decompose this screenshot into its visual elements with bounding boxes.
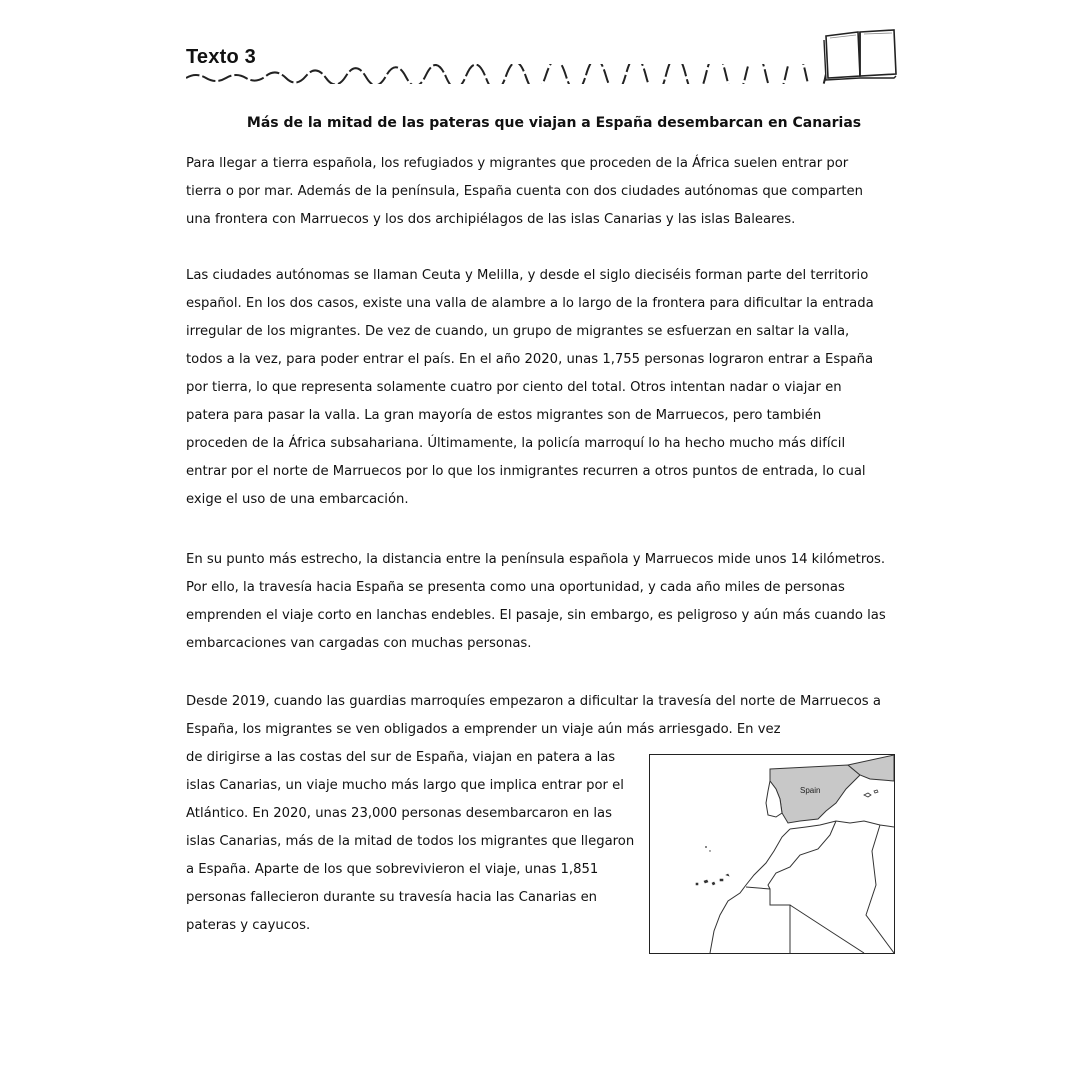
wavy-divider <box>186 64 826 84</box>
western-sahara-border <box>746 887 790 953</box>
algeria-border <box>768 821 836 889</box>
map-figure <box>649 754 895 954</box>
paragraph-2: Las ciudades autónomas se llaman Ceuta y Melilla, y desde el siglo dieciséis forman parte del territorio español. En los dos casos, existe una valla de alambre a lo largo de la frontera para dificultar la entrada irregular de los migrantes. De vez de cuando, un grupo de migrantes se esfuerzan en saltar la valla, todos a la vez, para poder entrar el país. En el año 2020, unas 1,755 personas lograron entrar a España por tierra, lo que representa solamente cuatro por ciento del total. Otros intentan nadar o viajar en patera para pasar la valla. La gran mayoría de estos migrantes son de Marruecos, pero también proceden de la África subsahariana. Últimamente, la policía marroquí lo ha hecho mucho más difícil entrar por el norte de Marruecos por lo que los inmigrantes recurren a otros puntos de entrada, lo cual exige el uso de una embarcación. <box>186 268 874 507</box>
north-africa-coast <box>790 821 894 829</box>
article-title: Más de la mitad de las pateras que viajan a España desembarcan en Canarias <box>246 115 862 131</box>
morocco-border <box>710 829 790 953</box>
mauritania-border <box>790 905 864 953</box>
paragraph-3: En su punto más estrecho, la distancia entre la península española y Marruecos mide unos 14 kilómetros. Por ello, la travesía hacia España se presenta como una oportunidad, y cada año miles de personas emprenden el viaje corto en lanchas endebles. El pasaje, sin embargo, es peligroso y aún más cuando las embarcaciones van cargadas con muchas personas. <box>186 552 886 651</box>
section-heading: Texto 3 <box>186 46 256 68</box>
canary-islands <box>696 874 729 885</box>
paragraph-1: Para llegar a tierra española, los refugiados y migrantes que proceden de la África suelen entrar por tierra o por mar. Además de la península, España cuenta con dos ciudades autónomas que comparten una frontera con Marruecos y los dos archipiélagos de las islas Canarias y las islas Baleares. <box>186 156 864 227</box>
map-label-spain: Spain <box>800 786 821 795</box>
libya-border <box>866 825 894 953</box>
map-svg <box>650 755 894 953</box>
open-book-icon <box>822 28 898 82</box>
paragraph-5: de dirigirse a las costas del sur de España, viajan en patera a las islas Canarias, un viaje mucho más largo que implica entrar por el Atlántico. En 2020, unas 23,000 personas desembarcaron en las islas Canarias, más de la mitad de todos los migrantes que llegaron a España. Aparte de los que sobrevivieron el viaje, unas 1,851 personas fallecieron durante su travesía hacia las Canarias en pateras y cayucos. <box>186 750 635 933</box>
balearic-islands <box>864 790 878 797</box>
paragraph-4: Desde 2019, cuando las guardias marroquíes empezaron a dificultar la travesía del norte de Marruecos a España, los migrantes se ven obligados a emprender un viaje aún más arriesgado. En vez <box>186 694 881 737</box>
